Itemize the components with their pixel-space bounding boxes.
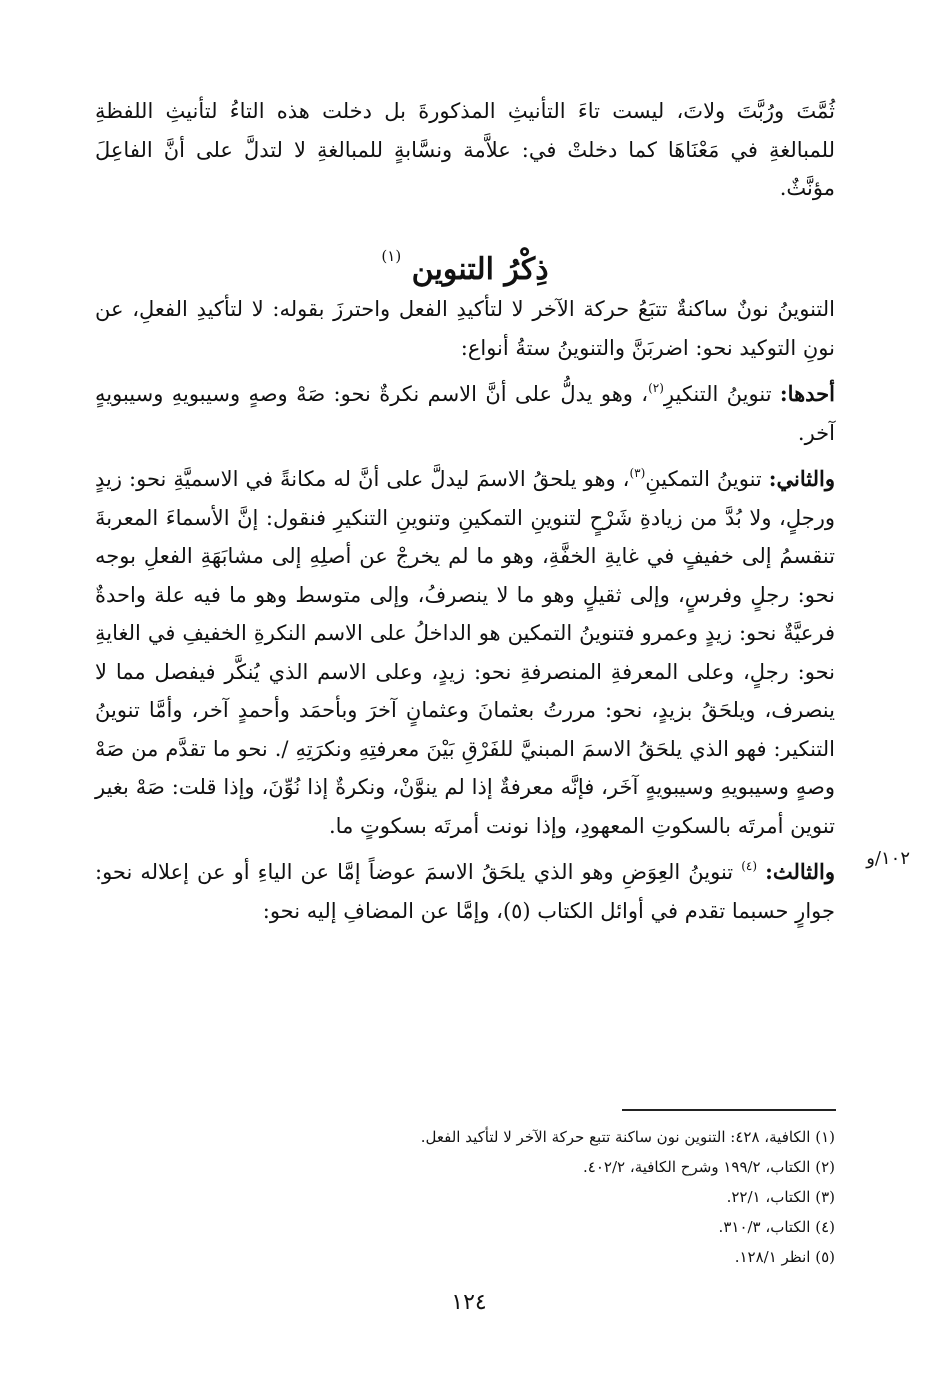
paragraph-definition xyxy=(95,290,835,367)
paragraph-second xyxy=(95,454,835,845)
paragraph-text: تنوينُ التنكيرِ xyxy=(663,382,780,406)
body-text xyxy=(95,290,835,932)
paragraph-lead: أحدها: xyxy=(779,381,835,406)
paragraph-rest: ، وهو يلحقُ الاسمَ ليدلَّ على أنَّ له مكانةً في الاسميَّةِ نحو: زيدٍ ورجلٍ، ولا بُدَّ من زيادةِ شَرْحٍ لتنوينِ التمكينِ وتنوينِ التنكيرِ فنقول: إنَّ الأسماءَ المعربةَ تنقسمُ إلى خفيفٍ في غايةِ الخفَّةِ، وهو ما لم يخرجْ عن أصلِهِ إلى مشابَهَةِ الفعلِ بوجه نحو: رجلٍ وفرسٍ، وإلى ثقيلٍ وهو ما لا ينصرفُ، وإلى متوسط وهو ما فيه علة واحدةٌ فرعيَّةٌ نحو: زيدٍ وعمرو فتنوينُ التمكين هو الداخلُ على الاسم النكرةِ الخفيفِ في الغايةِ نحو: رجلٍ، وعلى المعرفةِ المنصرفةِ نحو: زيدٍ، وعلى الاسم الذي يُنكَّر فيفصل مما لا ينصرف، ويلحَقُ بزيدٍ، نحو: مررتُ بعثمانَ وعثمانٍ آخرَ وبأحمَد وأحمدٍ آخر، وأمَّا تنوينُ التنكير: فهو الذي يلحَقُ الاسمَ المبنيَّ للفَرْقِ بَيْنَ معرفتِهِ ونكرَتِهِ /. نحو ما تقدَّم من صَهْ وصهٍ وسيبويهِ وسيبويهٍ آخَر، فإنَّه معرفةٌ إذا لم ينوَّنْ، ونكرةٌ إذا نُوِّنَ، وإذا قلت: صَهْ بغير تنوين أمرتَه بالسكوتِ المعهودِ، وإذا نونت أمرتَه بسكوتٍ ما. xyxy=(95,467,835,838)
paragraph-first xyxy=(95,369,835,452)
paragraph-third xyxy=(95,847,835,930)
page-number: ١٢٤ xyxy=(451,1290,487,1315)
footnote-item: (١) الكافية، ٤٢٨: التنوين نون ساكنة تتبع حركة الآخر لا لتأكيد الفعل. xyxy=(420,1128,835,1146)
footnote-item: (٣) الكتاب، ٢٢/١. xyxy=(726,1188,835,1206)
intro-text: ثُمَّتَ ورُبَّتَ ولاتَ، ليست تاءَ التأنيثِ المذكورةَ بل دخلت هذه التاءُ لتأنيثِ اللفظةِ للمبالغةِ في مَعْنَاهَا كما دخلتْ في: علاَّمة ونسَّابةٍ للمبالغةِ لا لتدلَّ على أنَّ الفاعِلَ مؤنَّثٌ. xyxy=(95,99,835,200)
footnote-marker: (٢) xyxy=(648,381,664,395)
footnote-marker: (٤) xyxy=(741,859,758,873)
paragraph-lead: والثالث: xyxy=(765,859,835,884)
heading-footnote-marker: (١) xyxy=(381,247,402,265)
paragraph-lead: والثاني: xyxy=(768,466,836,491)
paragraph-rest: ، وهو يدلُّ على أنَّ الاسم نكرةٌ نحو: صَهْ وصهٍ وسيبويهِ وسيبويهٍ آخر. xyxy=(95,382,835,445)
intro-paragraph xyxy=(95,92,835,208)
footnote-item: (٤) الكتاب، ٣١٠/٣. xyxy=(718,1218,835,1236)
paragraph-text xyxy=(757,860,765,884)
footnote-marker: (٣) xyxy=(629,466,646,480)
footnotes xyxy=(95,1122,835,1272)
paragraph-rest: تنوينُ العِوَضِ وهو الذي يلحَقُ الاسمَ عوضاً إمَّا عن الياءِ أو عن إعلاله نحو: جوارٍ حسبما تقدم في أوائل الكتاب (٥)، وإمَّا عن المضافِ إليه نحو: xyxy=(95,860,835,923)
footnote-item: (٥) انظر ١٢٨/١. xyxy=(734,1248,835,1266)
section-title: ذِكْرُ التنوين xyxy=(411,252,549,287)
footnote-item: (٢) الكتاب، ١٩٩/٢ وشرح الكافية، ٤٠٢/٢. xyxy=(583,1158,835,1176)
paragraph-text: تنوينُ التمكينِ xyxy=(645,467,769,491)
paragraph-text: التنوينُ نونٌ ساكنةٌ تتبَعُ حركة الآخر لا لتأكيدِ الفعل واحترزَ بقوله: لا لتأكيدِ الفعلِ، عن نونِ التوكيد نحو: اضربَنَّ والتنوينُ ستةُ أنواع: xyxy=(95,297,835,360)
footnote-divider xyxy=(622,1109,836,1111)
section-heading xyxy=(95,234,835,292)
manuscript-folio-note: ١٠٢/و xyxy=(866,848,910,869)
